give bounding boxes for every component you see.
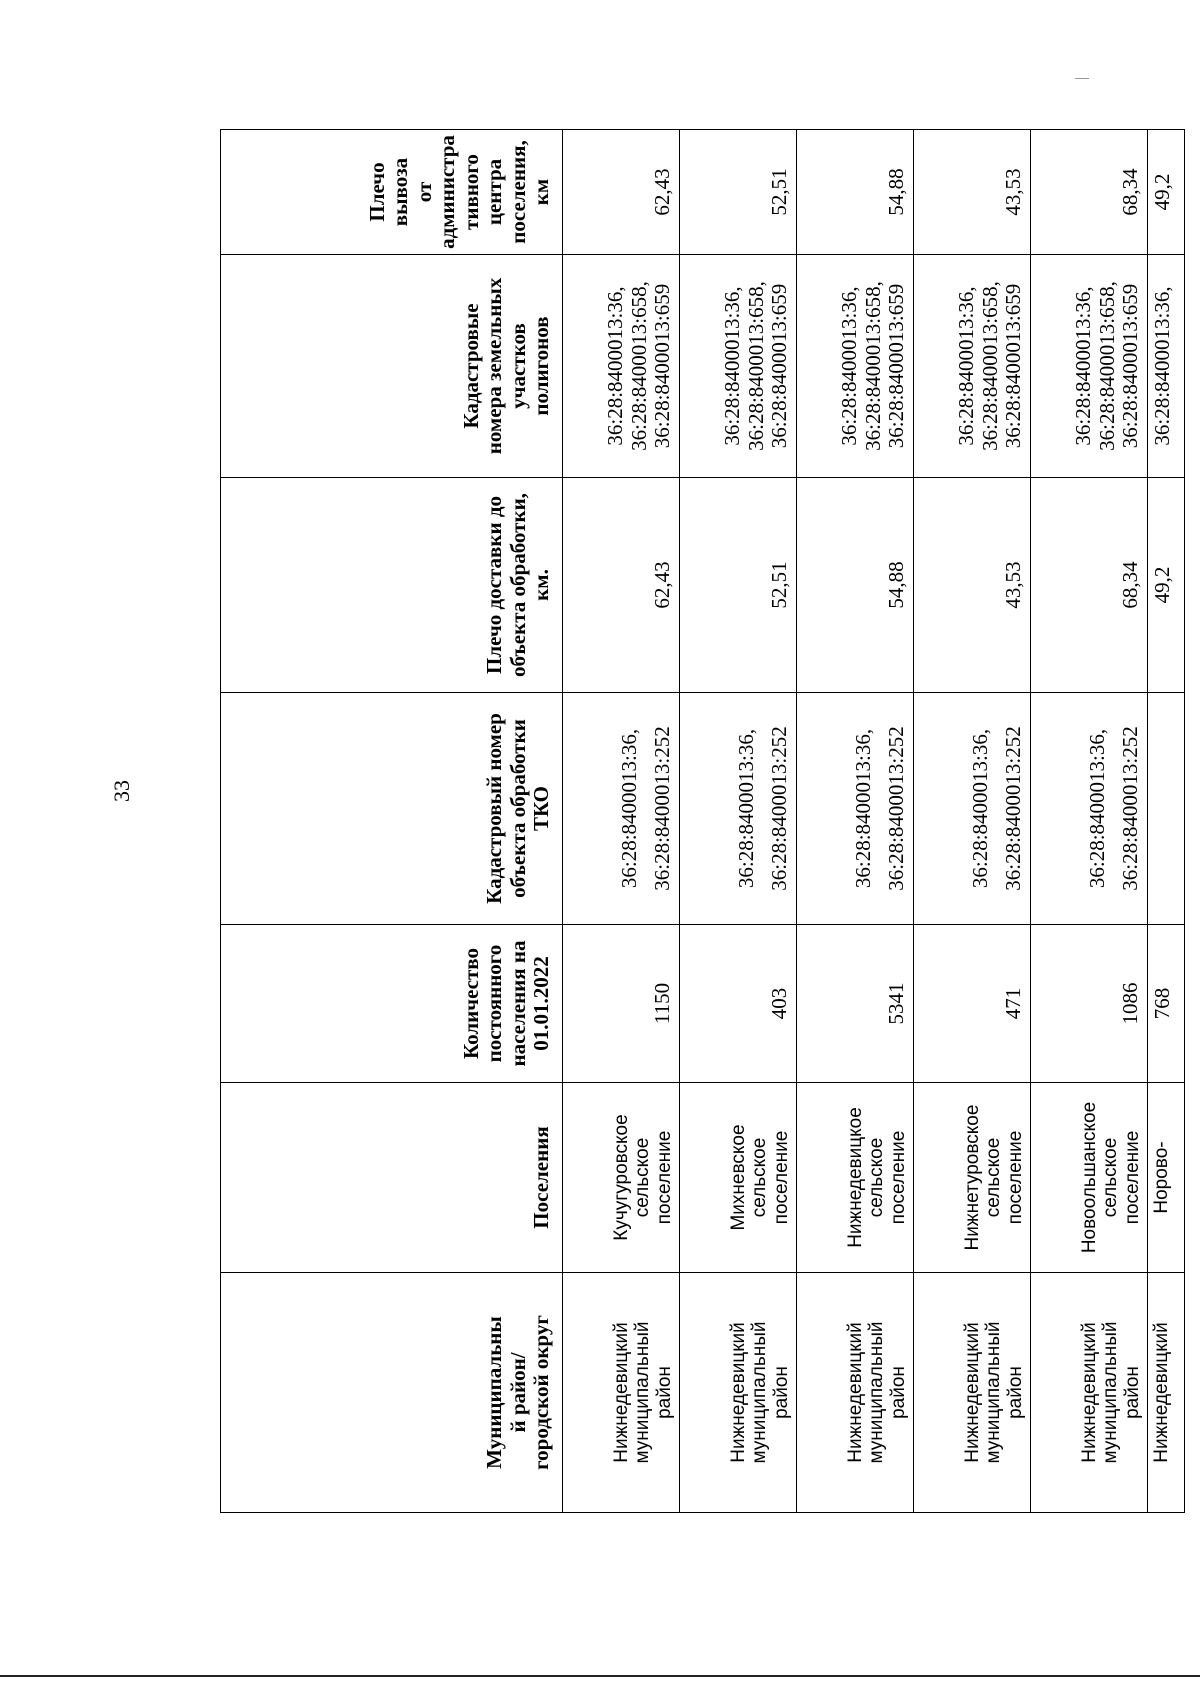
cell-line: район	[1004, 1366, 1026, 1419]
cell-line: 36:28:8400013:36,	[1150, 286, 1174, 446]
delivery-distance-cell: 52,51	[680, 478, 797, 693]
population-cell: 403	[680, 925, 797, 1083]
cell-line: Кадастровый номер	[482, 713, 507, 904]
landfill-cadastral-cell	[797, 255, 914, 478]
table-row	[914, 130, 1031, 1513]
table-row	[1031, 130, 1148, 1513]
landfill-cadastral-cell	[680, 255, 797, 478]
cell-line: центра	[482, 158, 507, 226]
cell-line: Кадастровые	[458, 303, 483, 429]
municipality-cell	[1148, 1273, 1185, 1513]
cell-line: 36:28:8400013:659	[884, 283, 909, 449]
landfill-cadastral-cell	[914, 255, 1031, 478]
cell-line: 36:28:8400013:36,	[1084, 728, 1109, 889]
facility-cadastral-cell	[914, 693, 1031, 925]
table-row	[797, 130, 914, 1513]
cell-line: поселение	[1121, 1130, 1143, 1225]
transport-distance-cell: 49,2	[1148, 130, 1185, 255]
cell-line: 36:28:8400013:659	[767, 283, 792, 449]
cell-line: объекта обработки	[505, 719, 530, 898]
cell-line: сельское	[1100, 1137, 1122, 1218]
cell-line: район	[653, 1366, 675, 1419]
cell-line: 36:28:8400013:252	[650, 726, 675, 891]
cell-line: 36:28:8400013:658,	[977, 281, 1002, 451]
cell-line: Михневское	[728, 1124, 750, 1231]
facility-cadastral-cell	[1148, 693, 1185, 925]
cell-line: 36:28:8400013:36,	[616, 728, 641, 889]
cell-line: 36:28:8400013:36,	[954, 286, 979, 446]
settlement-cell	[563, 1083, 680, 1273]
scan-mark	[1075, 78, 1089, 79]
cell-line: поселение	[653, 1130, 675, 1225]
cell-line: муниципальный	[866, 1321, 888, 1464]
header-settlement	[221, 1083, 563, 1273]
landfill-cadastral-cell	[563, 255, 680, 478]
cell-line: Новоольшанское	[1079, 1101, 1101, 1254]
transport-distance-cell: 52,51	[680, 130, 797, 255]
cell-line: км	[529, 178, 554, 206]
header-municipality	[221, 1273, 563, 1513]
cell-line: Нижнедевицкий	[728, 1322, 750, 1463]
cell-line: 36:28:8400013:658,	[743, 281, 768, 451]
cell-line: Нижнедевицкий	[1151, 1322, 1172, 1463]
cell-line: от	[411, 181, 436, 203]
population-cell: 1150	[563, 925, 680, 1083]
cell-line: 36:28:8400013:36,	[967, 728, 992, 889]
cell-line: сельское	[866, 1137, 888, 1218]
cell-line: Плечо доставки до	[482, 496, 507, 674]
cell-line: 36:28:8400013:252	[884, 726, 909, 891]
cell-line: ТКО	[529, 785, 554, 832]
population-cell: 768	[1148, 925, 1185, 1083]
settlement-cell	[1148, 1083, 1185, 1273]
cell-line: объекта обработки,	[505, 493, 530, 677]
cell-line: сельское	[983, 1137, 1005, 1218]
header-transport-distance	[221, 130, 563, 255]
delivery-distance-cell: 68,34	[1031, 478, 1148, 693]
settlement-cell	[1031, 1083, 1148, 1273]
cell-line: постоянного	[482, 944, 507, 1063]
table-row	[563, 130, 680, 1513]
header-delivery-distance	[221, 478, 563, 693]
cell-line: Плечо	[364, 162, 389, 222]
transport-distance-cell: 68,34	[1031, 130, 1148, 255]
settlement-cell	[680, 1083, 797, 1273]
cell-line: 01.01.2022	[529, 956, 554, 1051]
delivery-distance-cell: 54,88	[797, 478, 914, 693]
cell-line: тивного	[458, 154, 483, 230]
cell-line: 36:28:8400013:658,	[626, 281, 651, 451]
cell-line: сельское	[632, 1137, 654, 1218]
cell-line: 36:28:8400013:252	[1001, 726, 1026, 891]
cell-line: вывоза	[388, 157, 413, 227]
municipality-cell	[797, 1273, 914, 1513]
cell-line: муниципальный	[632, 1321, 654, 1464]
cell-line: Норово-	[1151, 1141, 1172, 1214]
cell-line: Муниципальны	[482, 1316, 507, 1469]
cell-line: район	[770, 1366, 792, 1419]
page-number: 33	[109, 780, 134, 802]
cell-line: 36:28:8400013:659	[1001, 283, 1026, 449]
cell-line: участков	[505, 323, 530, 409]
facility-cadastral-cell	[563, 693, 680, 925]
cell-line: й район/	[505, 1352, 530, 1433]
cell-line: Нижнедевицкий	[611, 1322, 633, 1463]
transport-distance-cell: 43,53	[914, 130, 1031, 255]
population-cell: 1086	[1031, 925, 1148, 1083]
cell-line: 36:28:8400013:36,	[837, 286, 862, 446]
municipality-cell	[1031, 1273, 1148, 1513]
cell-line: Количество	[458, 947, 483, 1060]
cell-line: сельское	[749, 1137, 771, 1218]
page-bottom-rule	[0, 1675, 1200, 1677]
table-row	[680, 130, 797, 1513]
facility-cadastral-cell	[797, 693, 914, 925]
cell-line: муниципальный	[1100, 1321, 1122, 1464]
municipality-cell	[563, 1273, 680, 1513]
delivery-distance-cell: 49,2	[1148, 478, 1185, 693]
cell-line: полигонов	[529, 316, 554, 416]
cell-line: 36:28:8400013:36,	[733, 728, 758, 889]
cell-line: 36:28:8400013:36,	[1071, 286, 1096, 446]
cell-line: Поселения	[529, 1126, 554, 1229]
table-row	[1148, 130, 1185, 1513]
cell-line: 36:28:8400013:36,	[850, 728, 875, 889]
cell-line: Нижнедевицкий	[962, 1322, 984, 1463]
cell-line: район	[887, 1366, 909, 1419]
delivery-distance-cell: 62,43	[563, 478, 680, 693]
population-cell: 5341	[797, 925, 914, 1083]
transport-distance-cell: 54,88	[797, 130, 914, 255]
cell-line: муниципальный	[983, 1321, 1005, 1464]
cell-line: 36:28:8400013:36,	[603, 286, 628, 446]
cell-line: поселение	[770, 1130, 792, 1225]
landfill-cadastral-cell	[1148, 255, 1185, 478]
facility-cadastral-cell	[1031, 693, 1148, 925]
cell-line: Нижнедевицкое	[845, 1107, 867, 1248]
cell-line: поселение	[887, 1130, 909, 1225]
cell-line: поселения,	[505, 140, 530, 244]
cell-line: 36:28:8400013:36,	[720, 286, 745, 446]
cell-line: 36:28:8400013:252	[1118, 726, 1143, 891]
cell-line: Кучугуровское	[611, 1114, 633, 1241]
cell-line: поселение	[1004, 1130, 1026, 1225]
cell-line: 36:28:8400013:659	[650, 283, 675, 449]
landfill-cadastral-cell	[1031, 255, 1148, 478]
population-cell: 471	[914, 925, 1031, 1083]
cell-line: номера земельных	[482, 277, 507, 455]
cell-line: муниципальный	[749, 1321, 771, 1464]
municipality-cell	[914, 1273, 1031, 1513]
cell-line: администра	[435, 135, 460, 249]
rotated-table-container	[220, 130, 1174, 1513]
cell-line: район	[1121, 1366, 1143, 1419]
cell-line: км.	[529, 569, 554, 601]
cell-line: Нижнедевицкий	[1079, 1322, 1101, 1463]
cell-line: Нижнетуровское	[962, 1104, 984, 1251]
header-facility-cadastral	[221, 693, 563, 925]
table-header-row	[221, 130, 563, 1513]
delivery-distance-cell: 43,53	[914, 478, 1031, 693]
settlement-cell	[914, 1083, 1031, 1273]
cell-line: 36:28:8400013:252	[767, 726, 792, 891]
municipality-cell	[680, 1273, 797, 1513]
cell-line: 36:28:8400013:658,	[860, 281, 885, 451]
settlement-cell	[797, 1083, 914, 1273]
transport-distance-cell: 62,43	[563, 130, 680, 255]
waste-transport-table	[220, 129, 1185, 1513]
cell-line: 36:28:8400013:658,	[1094, 281, 1119, 451]
header-population	[221, 925, 563, 1083]
cell-line: городской округ	[529, 1315, 554, 1470]
header-landfill-cadastral	[221, 255, 563, 478]
cell-line: 36:28:8400013:659	[1118, 283, 1143, 449]
cell-line: населения на	[505, 940, 530, 1067]
cell-line: Нижнедевицкий	[845, 1322, 867, 1463]
facility-cadastral-cell	[680, 693, 797, 925]
